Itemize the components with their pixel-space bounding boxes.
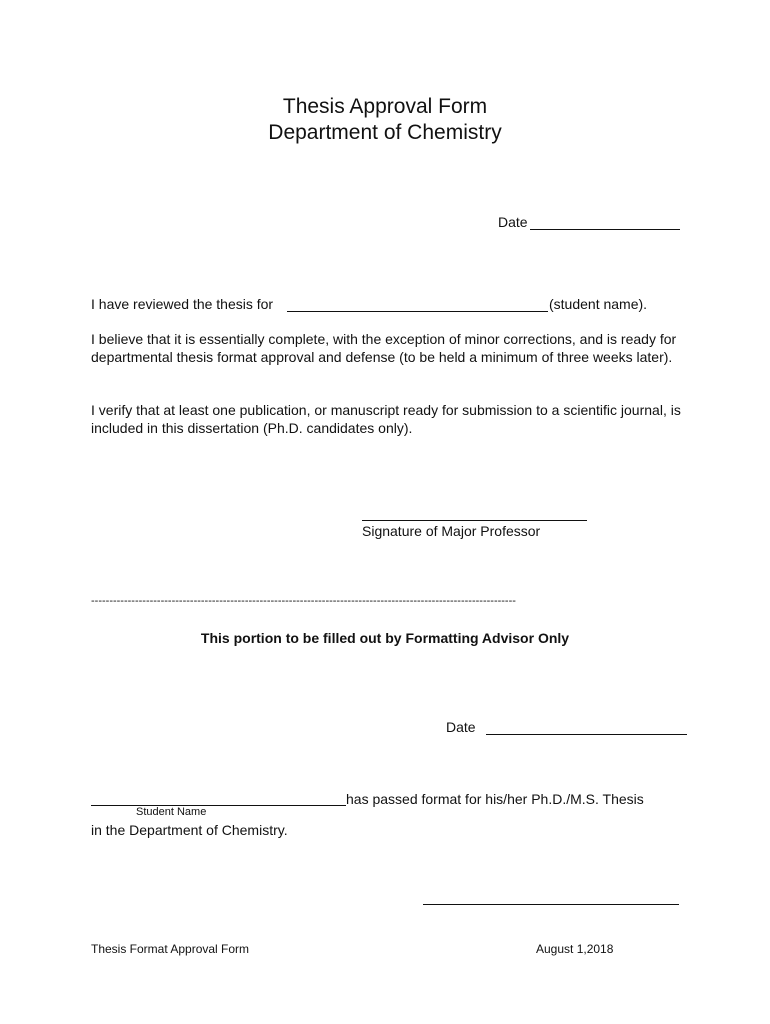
separator-dashes: -------------------------------------------------------------------------------------------------------------------- [91,595,516,607]
reviewed-suffix: (student name). [549,296,648,312]
date-label: Date [498,214,528,230]
reviewed-prefix: I have reviewed the thesis for [91,296,274,312]
department-line: in the Department of Chemistry. [91,822,288,838]
advisor-date-field[interactable] [486,734,687,735]
form-title: Thesis Approval Form [282,95,488,118]
passed-text: has passed format for his/her Ph.D./M.S. Thesis [346,791,644,807]
paragraph-verify-text: I verify that at least one publication, or manuscript ready for submission to a scientific journal, is included in this dissertation (Ph.D. candidates only). [91,402,681,436]
paragraph-believe-text: I believe that it is essentially complete, with the exception of minor corrections, and is ready for departmental thesis format approval and defense (to be held a minimum of three weeks later). [91,331,677,365]
footer-right: August 1,2018 [536,942,614,956]
advisor-date-label: Date [446,719,476,735]
paragraph-believe [91,330,681,366]
student-name-field[interactable] [287,311,548,312]
advisor-signature-field[interactable] [423,904,679,905]
advisor-heading: This portion to be filled out by Formatting Advisor Only [200,630,570,646]
department-title: Department of Chemistry [268,121,502,144]
paragraph-verify [91,401,681,437]
formatting-student-name-field[interactable] [91,805,346,806]
signature-label: Signature of Major Professor [362,523,541,539]
footer-left: Thesis Format Approval Form [91,942,250,956]
professor-signature-field[interactable] [362,520,587,521]
student-name-label: Student Name [136,806,207,818]
date-field[interactable] [530,229,680,230]
